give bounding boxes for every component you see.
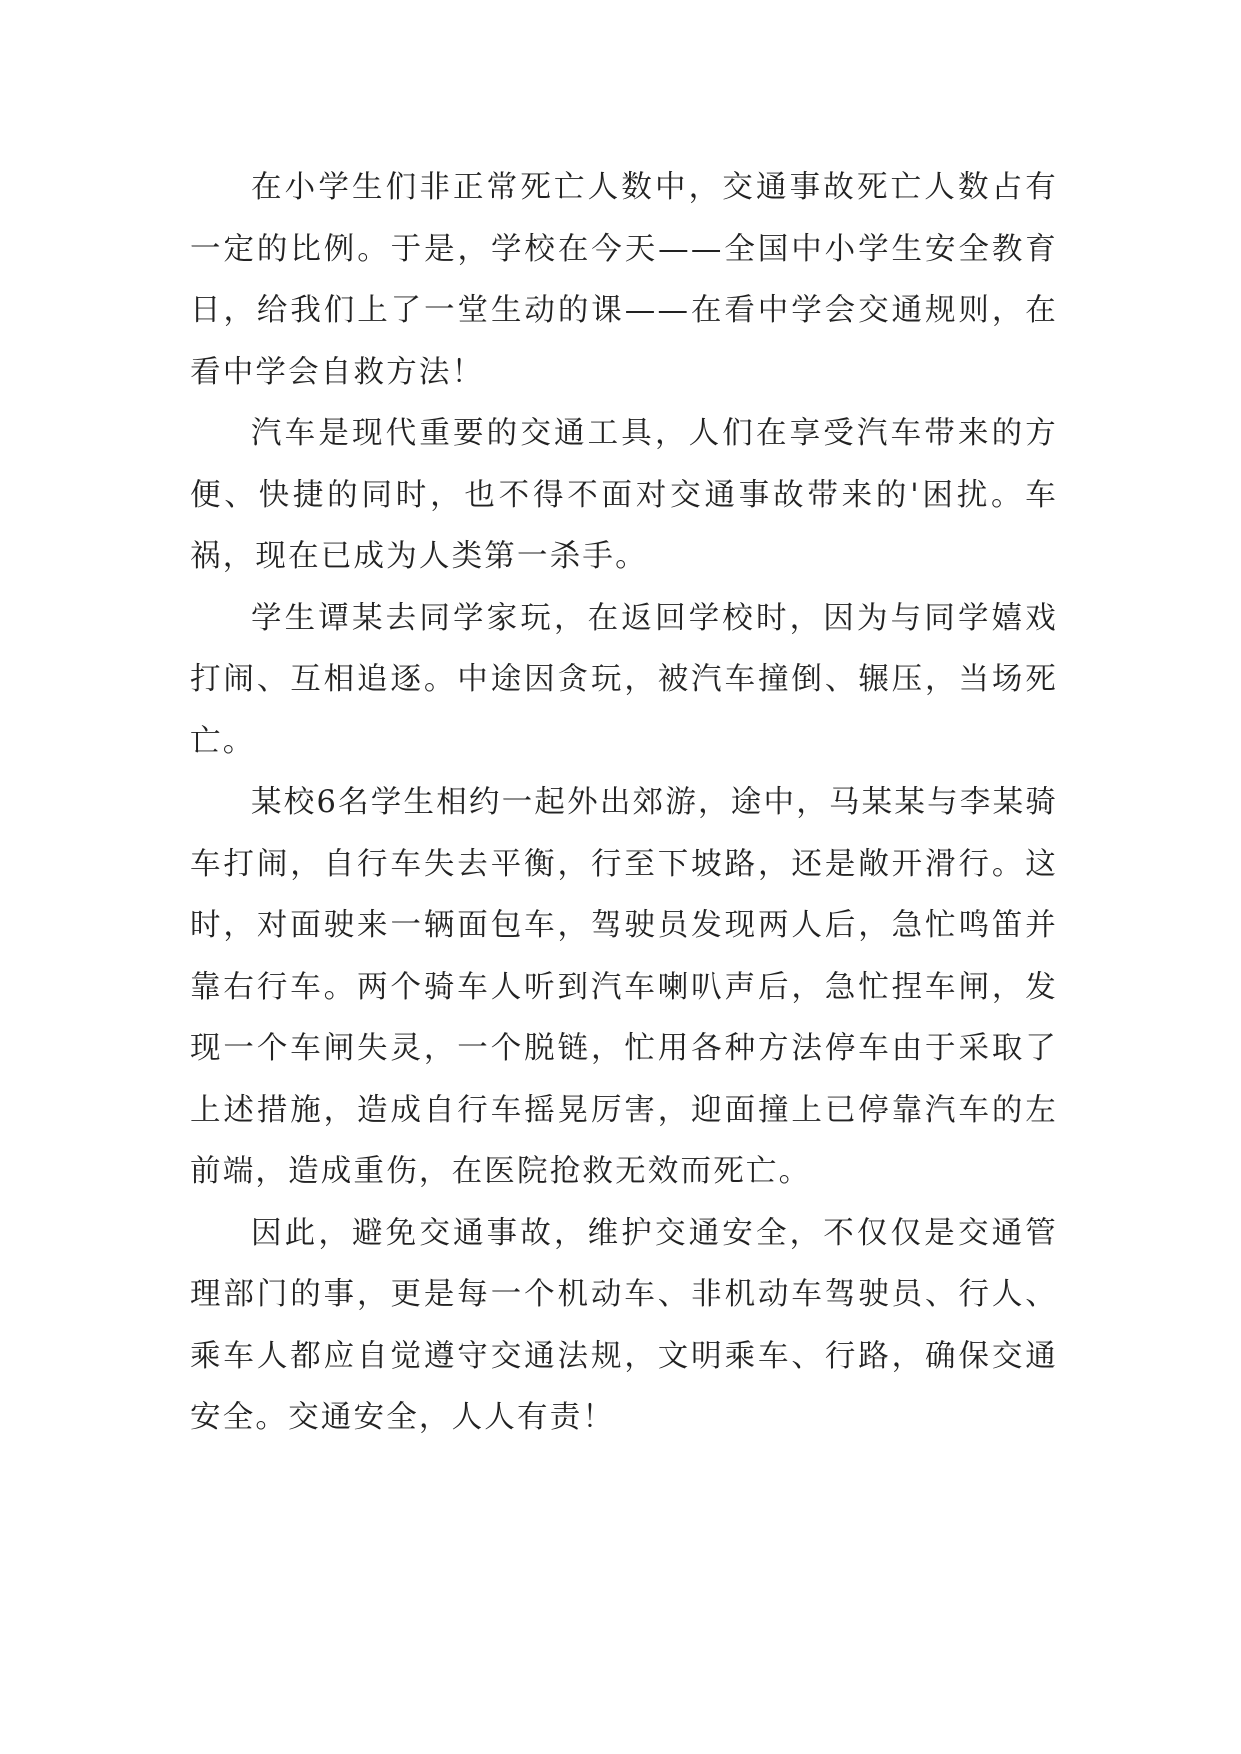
paragraph-case-tan: 学生谭某去同学家玩，在返回学校时，因为与同学嬉戏打闹、互相追逐。中途因贪玩，被汽车撞倒、辗压，当场死亡。 [190,600,1058,759]
paragraph-cars: 汽车是现代重要的交通工具，人们在享受汽车带来的方便、快捷的同时，也不得不面对交通事故带来的'困扰。车祸，现在已成为人类第一杀手。 [190,416,1058,574]
paragraph-case-bicycles: 某校6名学生相约一起外出郊游，途中，马某某与李某骑车打闹，自行车失去平衡，行至下坡路，还是敞开滑行。这时，对面驶来一辆面包车，驾驶员发现两人后，急忙鸣笛并靠右行车。两个骑车人听到汽车喇叭声后，急忙捏车闸，发现一个车闸失灵，一个脱链，忙用各种方法停车由于采取了上述措施，造成自行车摇晃厉害，迎面撞上已停靠汽车的左前端，造成重伤，在医院抢救无效而死亡。 [190,785,1058,1189]
paragraph-conclusion: 因此，避免交通事故，维护交通安全，不仅仅是交通管理部门的事，更是每一个机动车、非机动车驾驶员、行人、乘车人都应自觉遵守交通法规，文明乘车、行路，确保交通安全。交通安全，人人有责！ [190,1215,1058,1435]
document-body [190,157,1058,1449]
paragraph-intro: 在小学生们非正常死亡人数中，交通事故死亡人数占有一定的比例。于是，学校在今天——全国中小学生安全教育日，给我们上了一堂生动的课——在看中学会交通规则，在看中学会自救方法！ [190,170,1058,390]
